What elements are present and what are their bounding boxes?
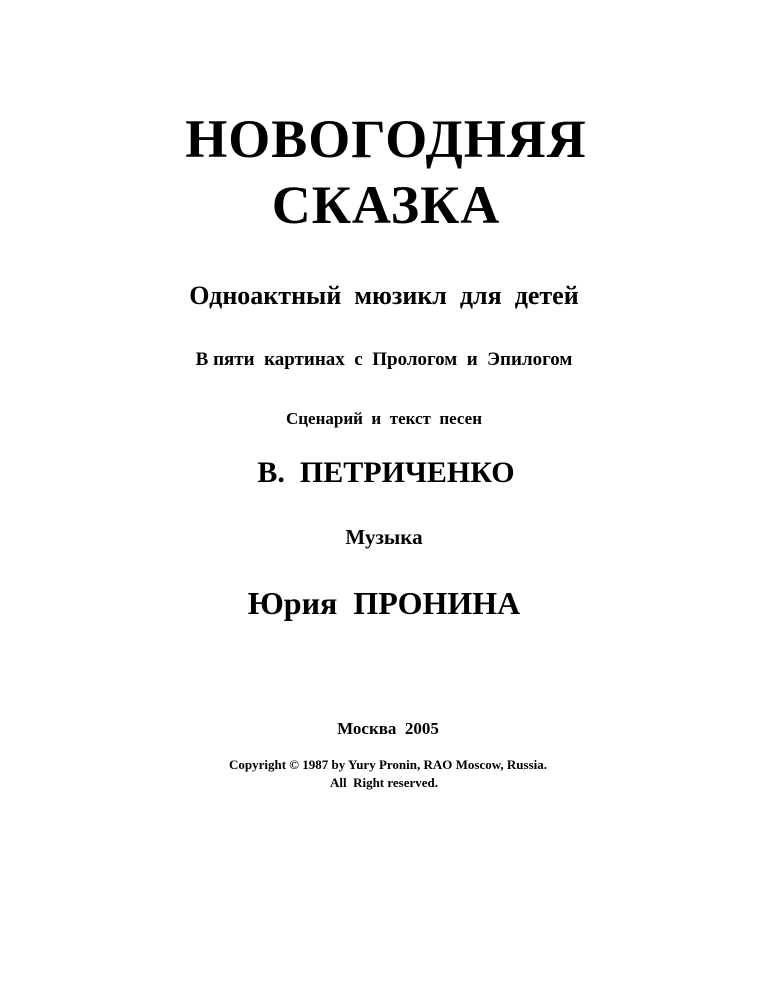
title-line-1: НОВОГОДНЯЯ	[185, 109, 587, 169]
subtitle: Одноактный мюзикл для детей	[189, 281, 579, 310]
composer-name: Юрия ПРОНИНА	[247, 585, 521, 621]
scenario-label: Сценарий и текст песен	[285, 409, 483, 428]
rights-notice: All Right reserved.	[329, 775, 439, 790]
author-name: В. ПЕТРИЧЕНКО	[257, 456, 515, 489]
music-label: Музыка	[345, 525, 423, 549]
acts-description: В пяти картинах с Прологом и Эпилогом	[195, 349, 573, 370]
city-year: Москва 2005	[337, 719, 439, 738]
copyright-notice: Copyright © 1987 by Yury Pronin, RAO Moscow, Russia.	[228, 757, 548, 772]
title-line-2: СКАЗКА	[271, 175, 501, 235]
